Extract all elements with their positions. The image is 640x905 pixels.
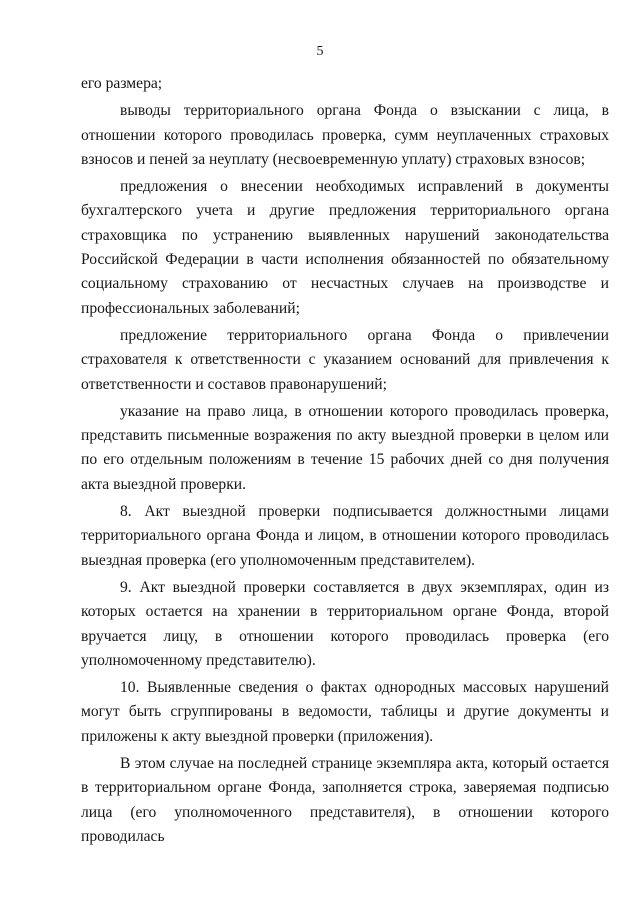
- paragraph-proposal-liability: предложение территориального органа Фонда о привлечении страхователя к ответственности с указанием оснований для привлечения к ответственности и составов правонарушений;: [81, 326, 609, 393]
- paragraph-proposals-corrections: предложения о внесении необходимых исправлений в документы бухгалтерского учета и другие предложения территориального органа страховщика по устранению выявленных нарушений законодательства Российской Федерации в части исполнения обязанностей по обязательному социальному страхованию от несчастных случаев на производстве и профессиональных заболеваний;: [81, 178, 609, 317]
- paragraph-item-8: 8. Акт выездной проверки подписывается должностными лицами территориального органа Фонда и лицом, в отношении которого проводилась выездная проверка (его уполномоченным представителем).: [81, 503, 609, 569]
- paragraph-last-page-note: В этом случае на последней странице экземпляра акта, который остается в территориальном органе Фонда, заполняется строка, заверяемая подписью лица (его уполномоченного представителя), в отношении которого проводилась: [81, 755, 609, 845]
- paragraph-right-to-objections: указание на право лица, в отношении которого проводилась проверка, представить письменные возражения по акту выездной проверки в целом или по его отдельным положениям в течение 15 рабочих дней со дня получения акта выездной проверки.: [81, 402, 609, 493]
- document-body: [81, 72, 609, 849]
- paragraph-continuation: его размера;: [81, 75, 163, 92]
- paragraph-item-9: 9. Акт выездной проверки составляется в двух экземплярах, один из которых остается на хранении в территориальном органе Фонда, второй вручается лицу, в отношении которого проводилась проверка (его уполномоченному представителю).: [81, 578, 609, 669]
- paragraph-item-10: 10. Выявленные сведения о фактах однородных массовых нарушений могут быть сгруппированы в ведомости, таблицы и другие документы и приложены к акту выездной проверки (приложения).: [81, 679, 609, 745]
- paragraph-conclusions: выводы территориального органа Фонда о взыскании с лица, в отношении которого проводилась проверка, сумм неуплаченных страховых взносов и пеней за неуплату (несвоевременную уплату) страховых взносов;: [81, 102, 609, 168]
- page-number: 5: [316, 44, 324, 59]
